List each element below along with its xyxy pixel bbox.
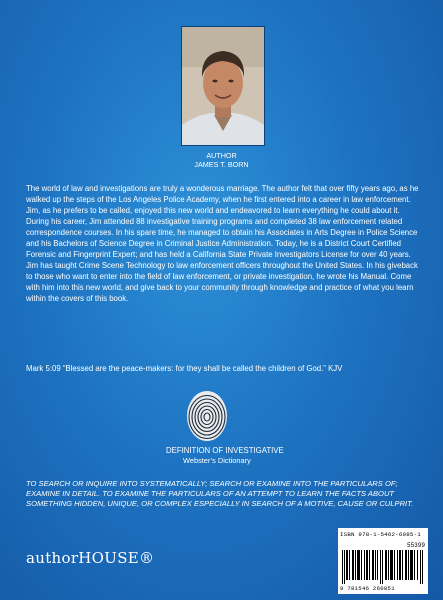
- barcode-bars: [342, 550, 424, 584]
- publisher-logo: authorHOUSE®: [26, 549, 155, 567]
- isbn-barcode: [338, 528, 428, 594]
- price-code: 55399: [406, 542, 425, 549]
- definition-source: Webster’s Dictionary: [183, 456, 251, 465]
- barcode-digits: 9 781546 260851: [340, 585, 395, 592]
- fingerprint-icon: [185, 390, 229, 442]
- definition-text: TO SEARCH OR INQUIRE INTO SYSTEMATICALLY; SEARCH OR EXAMINE INTO THE PARTICULARS OF; EXAMINE IN DETAIL. TO EXAMINE THE PARTICULARS OF AN ATTEMPT TO LEARN THE FACTS ABOUT SOMETHING HIDDEN, UNIQUE, OR COMPLEX ESPECIALLY IN SEARCH OF A MOTIVE, CAUSE OR CULPRIT.: [26, 479, 414, 508]
- bible-verse: Mark 5:09 “Blessed are the peace-makers: for they shall be called the children of God.” KJV: [26, 364, 343, 373]
- author-name: JAMES T. BORN: [194, 160, 249, 169]
- definition-title: DEFINITION OF INVESTIGATIVE: [166, 446, 284, 455]
- author-label: AUTHOR: [206, 151, 237, 160]
- author-photo: [181, 26, 265, 146]
- isbn-number: ISBN 978-1-5462-6085-1: [340, 531, 421, 538]
- author-biography: The world of law and investigations are truly a wonderous marriage. The author felt that over fifty years ago, as he walked up the steps of the Los Angeles Police Academy, when he first entered into a career in law enforcement. Jim, as he prefers to be called, enjoyed this new world and endeavored to learn everything he could about it. During his career, Jim attended 88 investigative training programs and completed 38 law enforcement related correspondence courses. In his spare time, he managed to obtain his Associates in Arts Degree in Police Science and his Bachelors of Science Degree in Criminal Justice Administration. Today, he is a District Court Certified Forensic and Fingerprint Expert; and has held a California State Private Investigators License for over 40 years. Jim has taught Crime Scene Technology to law enforcement officers throughout the United States. In his giveback to those who want to enter into the field of law enforcement, or private investigation, he wrote his Manual. Come with him into this new world, and give back to your community through knowledge and practice of what you learn within the covers of this book.: [26, 184, 419, 303]
